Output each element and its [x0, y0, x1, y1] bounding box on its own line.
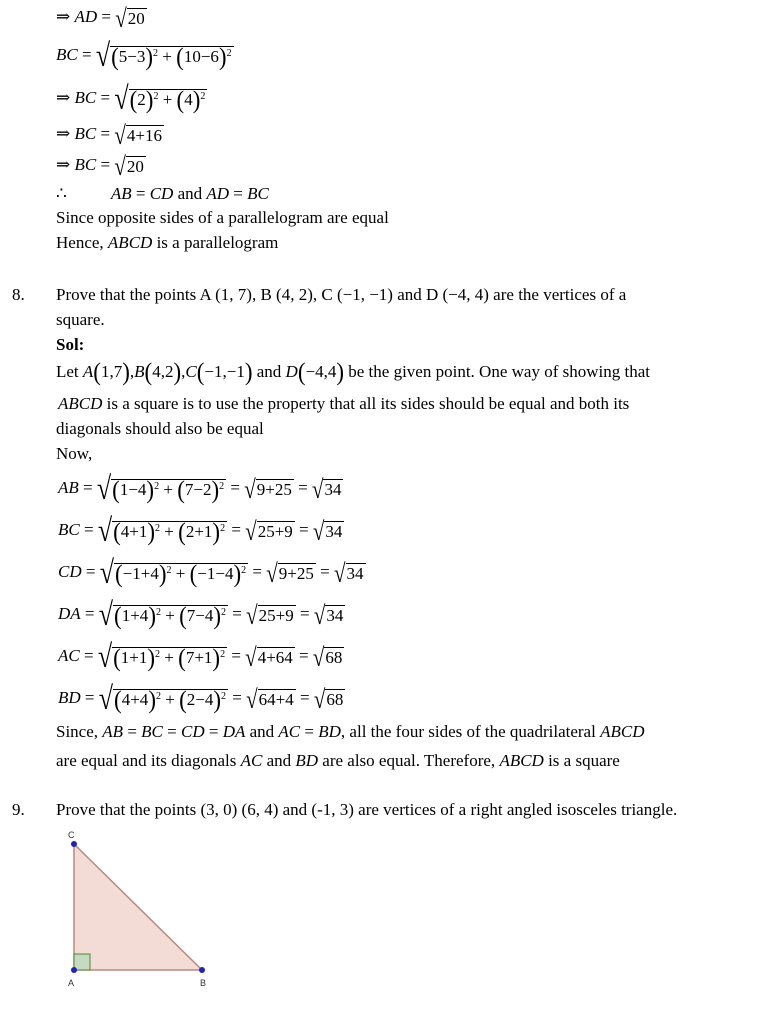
q9-statement: Prove that the points (3, 0) (6, 4) and (-1, 3) are vertices of a right angled isosceles triangle. — [56, 800, 678, 819]
triangle-figure — [54, 826, 214, 988]
math-line-da: DA = √ $(1+4)^2 + (7-4)^2$ = √ 25+9 = √ 34 — [58, 596, 344, 633]
q8-line3: diagonals should also be equal — [56, 419, 264, 438]
q8-statement-line2: square. — [56, 310, 105, 329]
hence-name: ABCD — [107, 233, 153, 252]
let-word: Let — [56, 362, 79, 381]
math-line-cd: CD = √ $(-1+4)^2 + (-1-4)^2$ = √ 9+25 = √ 34 — [58, 554, 364, 591]
math-line-ab: AB = √ $(1-4)^2 + (7-2)^2$ = √ 9+25 = √ 34 — [58, 470, 342, 507]
q8-number: 8. — [12, 285, 25, 304]
q9-number: 9. — [12, 800, 25, 819]
q8-line2: ABCD is a square is to use the property that all its sides should be equal and both its — [58, 394, 630, 413]
conclusion-line2-b: are also equal. Therefore, — [322, 751, 496, 770]
label-c: C — [68, 830, 75, 840]
point-b — [199, 967, 205, 973]
hence-prefix: Hence, — [56, 233, 104, 252]
q8-statement-line1: Prove that the points A (1, 7), B (4, 2), C (−1, −1) and D (−4, 4) are the vertices of a — [56, 285, 627, 304]
q8-now: Now, — [56, 444, 93, 463]
q8-let-line: Let A(1,7),B(4,2),C(−1,−1) and D(−4,4) be the given point. One way of showing that — [56, 357, 650, 386]
conclusion-line2-a: are equal and its diagonals — [56, 751, 237, 770]
label-a: A — [68, 978, 75, 988]
since-line: Since opposite sides of a parallelogram are equal — [56, 208, 389, 227]
line2-suffix: is a square is to use the property that all its sides should be equal and both its — [106, 394, 630, 413]
math-line-bc-formula: BC = √ $(5-3)^2 + (10-6)^2$ — [56, 37, 232, 74]
point-c — [71, 841, 77, 847]
hence-suffix: is a parallelogram — [156, 233, 279, 252]
conclusion-line2-c: is a square — [548, 751, 620, 770]
math-line-bd: BD = √ $(4+4)^2 + (2-4)^2$ = √ 64+4 = √ 68 — [58, 680, 344, 717]
right-angle-marker — [74, 954, 90, 970]
math-line-bc-step3: ⇒ BC = √ 4+16 — [56, 120, 162, 151]
let-suffix: be the given point. One way of showing that — [348, 362, 650, 381]
label-b: B — [200, 978, 207, 988]
hence-line — [56, 233, 278, 253]
since-word: Since, — [56, 722, 99, 741]
math-line-ac: AC = √ $(1+1)^2 + (7+1)^2$ = √ 4+64 = √ 68 — [58, 638, 343, 675]
math-line-ad-result: ⇒ AD = √ 20 — [56, 3, 145, 34]
math-line-bc-result: ⇒ BC = √ 20 — [56, 151, 144, 182]
therefore-symbol: ∴ — [56, 184, 67, 203]
q8-sol-label: Sol: — [56, 335, 85, 354]
conclusion-mid: all the four sides of the quadrilateral — [349, 722, 596, 741]
point-a — [71, 967, 77, 973]
q8-conclusion-line2: are equal and its diagonals AC and BD are also equal. Therefore, ABCD is a square — [56, 751, 620, 770]
conclusion-and: and — [266, 751, 292, 770]
q8-conclusion-line1: Since, AB = BC = CD = DA and AC = BD, all the four sides of the quadrilateral ABCD — [56, 722, 645, 741]
math-line-bc: BC = √ $(4+1)^2 + (2+1)^2$ = √ 25+9 = √ 34 — [58, 512, 343, 549]
therefore-line: ∴ AB = CD and AD = BC — [56, 184, 269, 203]
math-line-bc-step2: ⇒ BC = √ $(2)^2 + (4)^2$ — [56, 80, 206, 117]
